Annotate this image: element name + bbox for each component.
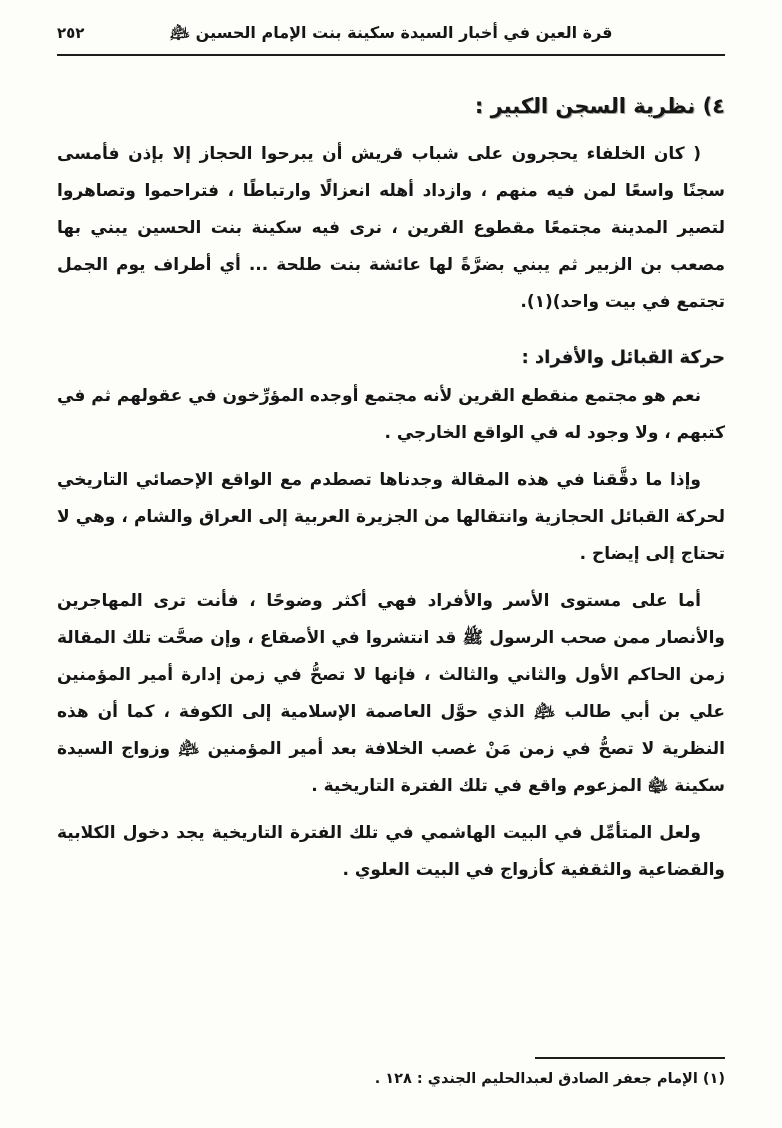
footnote-area: [57, 1057, 725, 1090]
section-heading: ٤) نظرية السجن الكبير :: [474, 94, 725, 118]
footnote-separator: [535, 1057, 725, 1059]
paragraph-quote: ( كان الخلفاء يحجرون على شباب قريش أن يبرحوا الحجاز إلا بإذن فأمسى سجنًا واسعًا لمن فيه منهم ، وازداد أهله انعزالًا وارتباطًا ، فتراحموا وتصاهروا لتصير المدينة مجتمعًا مقطوع القرين ، نرى فيه سكينة بنت الحسين يبني بها مصعب بن الزبير ثم يبني بضرَّةً لها عائشة بنت طلحة ... أي أطراف يوم الجمل تجتمع في بيت واحد)(١).: [57, 144, 725, 312]
header-rule: [57, 54, 725, 56]
paragraph: نعم هو مجتمع منقطع القرين لأنه مجتمع أوجده المؤرِّخون في عقولهم ثم في كتبهم ، ولا وجود له في الواقع الخارجي .: [57, 386, 725, 443]
page-header: [57, 16, 725, 50]
footnote-text: (١) الإمام جعفر الصادق لعبدالحليم الجندي : ١٢٨ .: [374, 1071, 725, 1087]
paragraph: ولعل المتأمِّل في البيت الهاشمي في تلك الفترة التاريخية يجد دخول الكلابية والقضاعية والثقفية كأزواج في البيت العلوي .: [57, 823, 725, 880]
sub-heading: حركة القبائل والأفراد :: [521, 347, 725, 368]
page-number: ٢٥٢: [57, 24, 85, 42]
header-title: قرة العين في أخبار السيدة سكينة بنت الإمام الحسين ﵇: [169, 23, 613, 42]
page-body: [57, 94, 725, 889]
paragraph: وإذا ما دقَّقنا في هذه المقالة وجدناها تصطدم مع الواقع الإحصائي التاريخي لحركة القبائل الحجازية وانتقالها من الجزيرة العربية إلى العراق والشام ، وهي لا تحتاج إلى إيضاح .: [57, 470, 725, 564]
paragraph: أما على مستوى الأسر والأفراد فهي أكثر وضوحًا ، فأنت ترى المهاجرين والأنصار ممن صحب الرسول ﷺ قد انتشروا في الأصقاع ، وإن صحَّت تلك المقالة زمن الحاكم الأول والثاني والثالث ، فإنها لا تصحُّ في زمن إدارة أمير المؤمنين علي بن أبي طالب ﵇ الذي حوَّل العاصمة الإسلامية إلى الكوفة ، كما أن هذه النظرية لا تصحُّ في زمن مَنْ غصب الخلافة بعد أمير المؤمنين ﵇ وزواج السيدة سكينة ﵍ المزعوم واقع في تلك الفترة التاريخية .: [57, 591, 725, 796]
